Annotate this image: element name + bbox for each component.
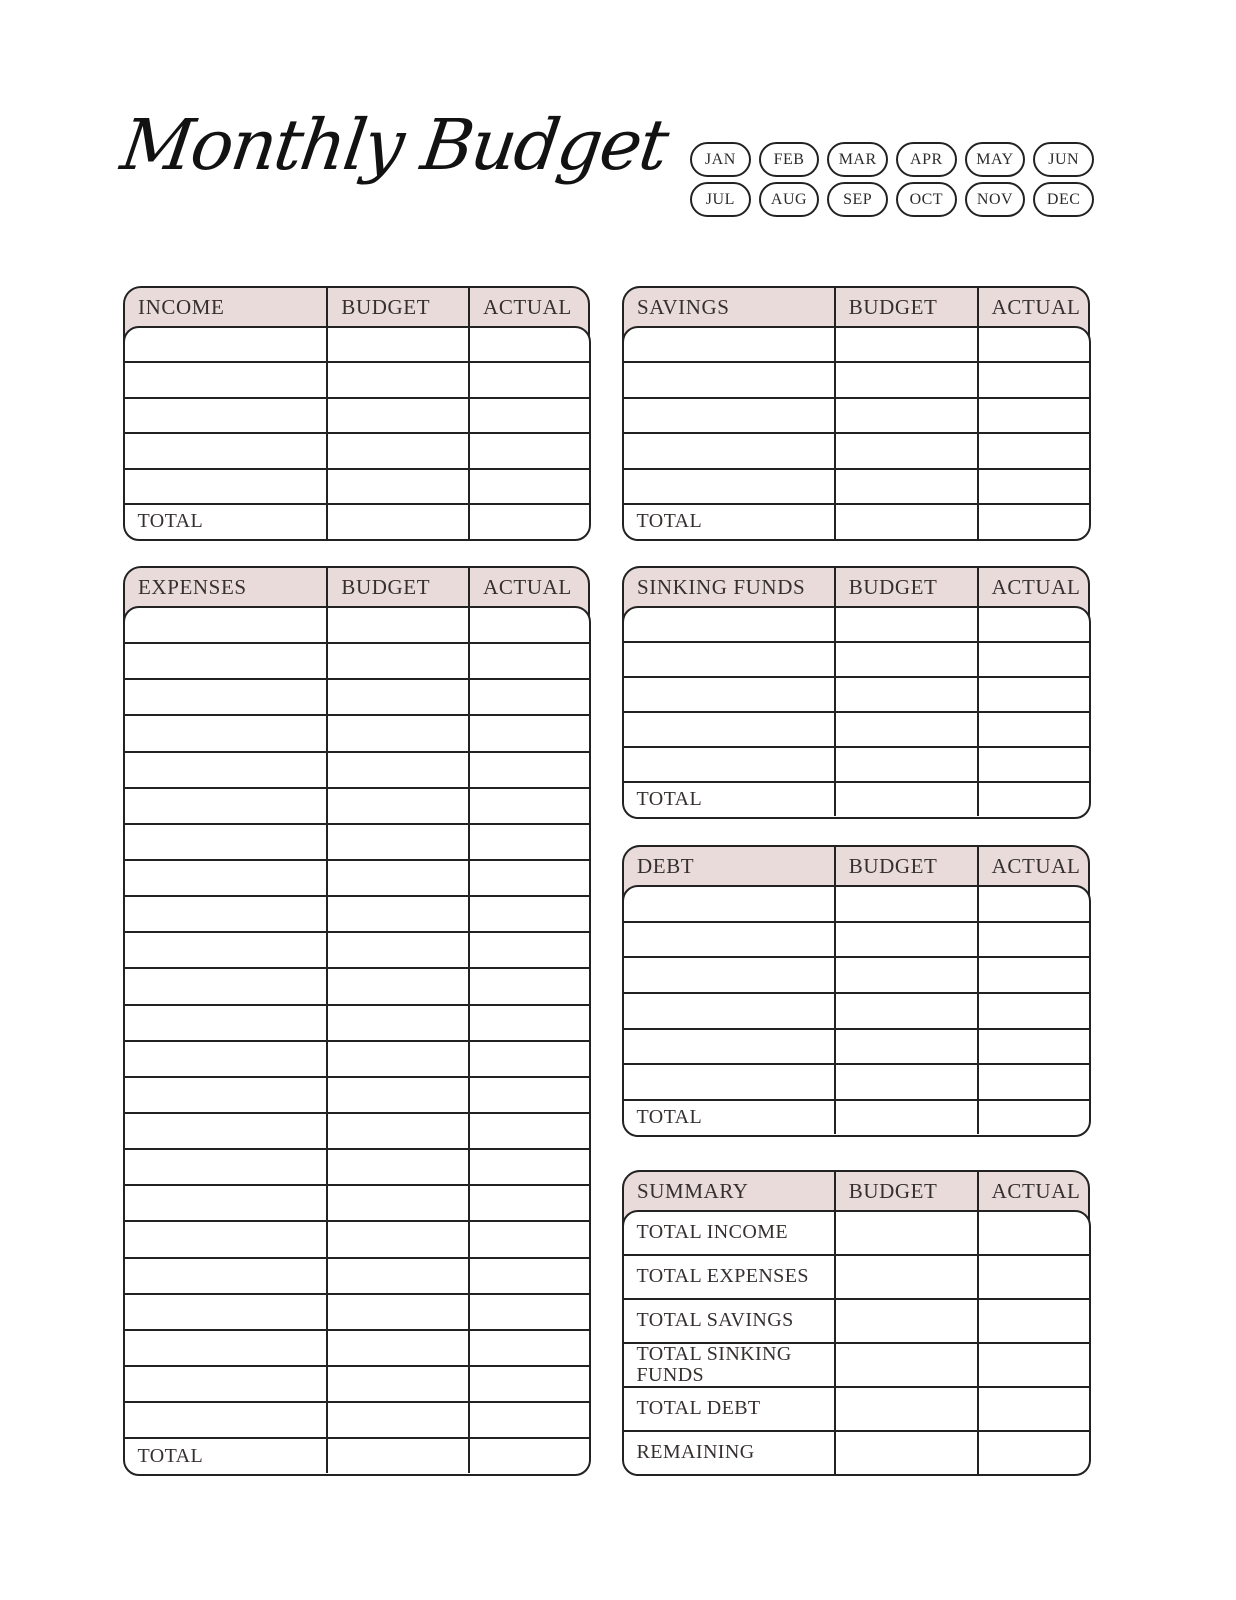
- item-name-cell[interactable]: [624, 923, 834, 957]
- budget-cell[interactable]: [326, 1295, 468, 1329]
- blank-row: [125, 1220, 589, 1256]
- budget-cell[interactable]: [326, 1403, 468, 1437]
- budget-column-header: BUDGET: [326, 288, 468, 326]
- row-label-cell: TOTAL: [636, 788, 703, 811]
- blank-row: [125, 1040, 589, 1076]
- page-title: Monthly Budget: [116, 104, 672, 186]
- actual-cell[interactable]: [468, 363, 588, 396]
- budget-cell[interactable]: [326, 328, 468, 361]
- item-name-cell[interactable]: [125, 1222, 327, 1256]
- sinking-funds-title: SINKING FUNDS: [637, 574, 806, 599]
- total-row: [624, 503, 1089, 538]
- actual-cell[interactable]: [468, 1114, 588, 1148]
- blank-row: [125, 1329, 589, 1365]
- blank-row: [624, 641, 1089, 676]
- actual-cell[interactable]: [468, 1259, 588, 1293]
- actual-cell[interactable]: [977, 923, 1089, 957]
- blank-row: [624, 921, 1089, 957]
- budget-cell[interactable]: [326, 861, 468, 895]
- summary-row: [624, 1254, 1089, 1298]
- sinking-funds-header-row: [624, 568, 1088, 606]
- actual-cell[interactable]: [468, 505, 588, 538]
- actual-cell[interactable]: [977, 678, 1089, 711]
- income-title: INCOME: [138, 294, 225, 319]
- blank-row: [624, 887, 1089, 921]
- blank-row: [125, 1293, 589, 1329]
- blank-row: [125, 361, 589, 396]
- blank-row: [624, 432, 1089, 467]
- income-header-row: [125, 288, 588, 326]
- month-pill-jun[interactable]: JUN: [1033, 142, 1094, 177]
- item-name-cell[interactable]: [125, 1006, 327, 1040]
- actual-cell[interactable]: [468, 789, 588, 823]
- actual-cell[interactable]: [468, 680, 588, 714]
- budget-cell[interactable]: [326, 1222, 468, 1256]
- budget-cell[interactable]: [326, 1259, 468, 1293]
- month-pill-aug[interactable]: AUG: [759, 182, 820, 217]
- total-row: [624, 1099, 1089, 1135]
- budget-cell[interactable]: [834, 1388, 977, 1430]
- item-name-cell[interactable]: [624, 434, 834, 467]
- item-name-cell[interactable]: [125, 1114, 327, 1148]
- blank-row: [125, 1004, 589, 1040]
- month-pill-dec[interactable]: DEC: [1033, 182, 1094, 217]
- item-name-cell[interactable]: [125, 1295, 327, 1329]
- item-name-cell[interactable]: [125, 825, 327, 859]
- actual-column-header: ACTUAL: [977, 288, 1088, 326]
- blank-row: [125, 967, 589, 1003]
- debt-title: DEBT: [637, 853, 695, 878]
- row-label-cell: TOTAL: [137, 1444, 204, 1467]
- item-name-cell[interactable]: [125, 399, 327, 432]
- budget-cell[interactable]: [326, 363, 468, 396]
- item-name-cell[interactable]: [125, 1331, 327, 1365]
- total-row: [125, 1437, 589, 1473]
- actual-cell[interactable]: [468, 328, 588, 361]
- budget-cell[interactable]: [326, 753, 468, 787]
- blank-row: [624, 956, 1089, 992]
- item-name-cell[interactable]: [624, 994, 834, 1028]
- blank-row: [125, 823, 589, 859]
- item-name-cell[interactable]: [125, 328, 327, 361]
- item-name-cell[interactable]: [125, 753, 327, 787]
- summary-row: [624, 1386, 1089, 1430]
- blank-row: [125, 1401, 589, 1437]
- actual-cell[interactable]: [977, 1101, 1089, 1135]
- blank-row: [125, 468, 589, 503]
- budget-cell[interactable]: [326, 608, 468, 642]
- item-name-cell[interactable]: [125, 969, 327, 1003]
- actual-cell[interactable]: [468, 969, 588, 1003]
- blank-row: [624, 676, 1089, 711]
- blank-row: [125, 751, 589, 787]
- savings-title: SAVINGS: [637, 294, 730, 319]
- budget-cell[interactable]: [834, 470, 977, 503]
- actual-cell[interactable]: [468, 608, 588, 642]
- blank-row: [125, 787, 589, 823]
- row-label-cell: TOTAL SAVINGS: [636, 1309, 794, 1332]
- actual-cell[interactable]: [468, 825, 588, 859]
- item-name-cell[interactable]: [125, 1150, 327, 1184]
- total-row: [125, 503, 589, 538]
- budget-cell[interactable]: [834, 1344, 977, 1386]
- budget-cell[interactable]: [834, 713, 977, 746]
- blank-row: [624, 1063, 1089, 1099]
- budget-cell[interactable]: [834, 678, 977, 711]
- actual-cell[interactable]: [468, 1150, 588, 1184]
- actual-cell[interactable]: [468, 644, 588, 678]
- actual-cell[interactable]: [977, 470, 1089, 503]
- actual-cell[interactable]: [977, 783, 1089, 816]
- item-name-cell[interactable]: [125, 1186, 327, 1220]
- summary-body: [622, 1210, 1091, 1476]
- item-name-cell[interactable]: [125, 1042, 327, 1076]
- item-name-cell[interactable]: [624, 958, 834, 992]
- blank-row: [624, 992, 1089, 1028]
- actual-cell[interactable]: [977, 399, 1089, 432]
- item-name-cell[interactable]: [125, 680, 327, 714]
- row-label-cell: REMAINING: [636, 1441, 755, 1464]
- budget-cell[interactable]: [834, 608, 977, 641]
- budget-cell[interactable]: [326, 897, 468, 931]
- total-row: [624, 781, 1089, 816]
- blank-row: [624, 1028, 1089, 1064]
- budget-column-header: BUDGET: [834, 847, 977, 885]
- blank-row: [125, 1184, 589, 1220]
- actual-cell[interactable]: [977, 643, 1089, 676]
- budget-cell[interactable]: [834, 958, 977, 992]
- summary-row: [624, 1430, 1089, 1474]
- blank-row: [125, 895, 589, 931]
- actual-cell[interactable]: [977, 887, 1089, 921]
- actual-cell[interactable]: [468, 1078, 588, 1112]
- blank-row: [125, 714, 589, 750]
- actual-cell[interactable]: [977, 713, 1089, 746]
- actual-cell[interactable]: [977, 1344, 1089, 1386]
- budget-cell[interactable]: [326, 1186, 468, 1220]
- actual-column-header: ACTUAL: [468, 568, 588, 606]
- actual-cell[interactable]: [468, 753, 588, 787]
- budget-cell[interactable]: [326, 716, 468, 750]
- income-body: [123, 326, 591, 541]
- budget-cell[interactable]: [834, 434, 977, 467]
- budget-column-header: BUDGET: [834, 288, 977, 326]
- actual-cell[interactable]: [977, 363, 1089, 396]
- budget-cell[interactable]: [834, 783, 977, 816]
- budget-cell[interactable]: [326, 399, 468, 432]
- actual-cell[interactable]: [468, 897, 588, 931]
- debt-table: [622, 845, 1090, 1136]
- item-name-cell[interactable]: [624, 678, 834, 711]
- actual-cell[interactable]: [977, 608, 1089, 641]
- actual-cell[interactable]: [468, 1331, 588, 1365]
- item-name-cell[interactable]: [125, 897, 327, 931]
- actual-cell[interactable]: [468, 1295, 588, 1329]
- actual-cell[interactable]: [468, 434, 588, 467]
- blank-row: [624, 361, 1089, 396]
- actual-cell[interactable]: [977, 1065, 1089, 1099]
- budget-cell[interactable]: [326, 1042, 468, 1076]
- summary-title: SUMMARY: [637, 1178, 749, 1203]
- item-name-cell[interactable]: [624, 363, 834, 396]
- actual-column-header: ACTUAL: [468, 288, 588, 326]
- item-name-cell[interactable]: [624, 748, 834, 781]
- item-name-cell[interactable]: [624, 470, 834, 503]
- income-table: [123, 286, 590, 540]
- budget-cell[interactable]: [326, 969, 468, 1003]
- actual-cell[interactable]: [977, 748, 1089, 781]
- actual-cell[interactable]: [977, 1300, 1089, 1342]
- expenses-body: [123, 606, 591, 1476]
- budget-cell[interactable]: [326, 434, 468, 467]
- item-name-cell[interactable]: [125, 363, 327, 396]
- budget-cell[interactable]: [326, 1367, 468, 1401]
- blank-row: [125, 931, 589, 967]
- actual-cell[interactable]: [977, 505, 1089, 538]
- budget-cell[interactable]: [326, 470, 468, 503]
- actual-cell[interactable]: [468, 399, 588, 432]
- blank-row: [624, 746, 1089, 781]
- blank-row: [125, 859, 589, 895]
- month-pill-apr[interactable]: APR: [896, 142, 957, 177]
- actual-cell[interactable]: [977, 434, 1089, 467]
- actual-cell[interactable]: [468, 470, 588, 503]
- month-pill-jan[interactable]: JAN: [690, 142, 751, 177]
- blank-row: [125, 397, 589, 432]
- budget-column-header: BUDGET: [326, 568, 468, 606]
- item-name-cell[interactable]: [624, 1030, 834, 1064]
- summary-header-row: [624, 1172, 1088, 1210]
- actual-cell[interactable]: [977, 994, 1089, 1028]
- item-name-cell[interactable]: [624, 328, 834, 361]
- actual-column-header: ACTUAL: [977, 1172, 1088, 1210]
- item-name-cell[interactable]: [125, 789, 327, 823]
- budget-cell[interactable]: [834, 1030, 977, 1064]
- actual-cell[interactable]: [468, 1367, 588, 1401]
- actual-column-header: ACTUAL: [977, 847, 1088, 885]
- row-label-cell: TOTAL: [636, 510, 703, 533]
- row-label-cell: TOTAL: [636, 1106, 703, 1129]
- item-name-cell[interactable]: [624, 1065, 834, 1099]
- actual-cell[interactable]: [977, 1030, 1089, 1064]
- actual-cell[interactable]: [977, 328, 1089, 361]
- actual-cell[interactable]: [468, 1006, 588, 1040]
- summary-row: [624, 1298, 1089, 1342]
- budget-cell[interactable]: [326, 1150, 468, 1184]
- item-name-cell[interactable]: [125, 608, 327, 642]
- budget-column-header: BUDGET: [834, 1172, 977, 1210]
- budget-cell[interactable]: [326, 1006, 468, 1040]
- budget-cell[interactable]: [326, 825, 468, 859]
- month-pill-oct[interactable]: OCT: [896, 182, 957, 217]
- item-name-cell[interactable]: [125, 434, 327, 467]
- budget-cell[interactable]: [834, 994, 977, 1028]
- budget-cell[interactable]: [834, 1212, 977, 1254]
- item-name-cell[interactable]: [624, 643, 834, 676]
- blank-row: [125, 328, 589, 361]
- item-name-cell[interactable]: [125, 716, 327, 750]
- item-name-cell[interactable]: [125, 1078, 327, 1112]
- month-pill-jul[interactable]: JUL: [690, 182, 751, 217]
- row-label-cell: TOTAL DEBT: [636, 1397, 761, 1420]
- item-name-cell[interactable]: [125, 1403, 327, 1437]
- row-label-cell: TOTAL INCOME: [636, 1221, 789, 1244]
- budget-cell[interactable]: [834, 923, 977, 957]
- savings-table: [622, 286, 1090, 540]
- actual-cell[interactable]: [468, 1439, 588, 1473]
- month-pill-nov[interactable]: NOV: [965, 182, 1026, 217]
- actual-cell[interactable]: [468, 1042, 588, 1076]
- blank-row: [125, 1148, 589, 1184]
- actual-cell[interactable]: [977, 1432, 1089, 1474]
- row-label-cell: TOTAL SINKING FUNDS: [636, 1343, 792, 1386]
- month-selector: [690, 142, 1094, 217]
- actual-cell[interactable]: [977, 958, 1089, 992]
- budget-cell[interactable]: [326, 789, 468, 823]
- budget-cell[interactable]: [834, 1101, 977, 1135]
- savings-header-row: [624, 288, 1088, 326]
- month-pill-mar[interactable]: MAR: [827, 142, 888, 177]
- actual-cell[interactable]: [468, 861, 588, 895]
- debt-body: [622, 885, 1091, 1137]
- blank-row: [125, 678, 589, 714]
- actual-cell[interactable]: [977, 1212, 1089, 1254]
- budget-cell[interactable]: [326, 680, 468, 714]
- actual-cell[interactable]: [468, 716, 588, 750]
- budget-cell[interactable]: [834, 328, 977, 361]
- actual-cell[interactable]: [977, 1388, 1089, 1430]
- budget-cell[interactable]: [834, 505, 977, 538]
- budget-cell[interactable]: [834, 1300, 977, 1342]
- sinking-funds-table: [622, 566, 1090, 818]
- blank-row: [624, 468, 1089, 503]
- budget-cell[interactable]: [326, 1114, 468, 1148]
- expenses-header-row: [125, 568, 588, 606]
- actual-cell[interactable]: [468, 1186, 588, 1220]
- budget-cell[interactable]: [326, 1331, 468, 1365]
- summary-row: [624, 1212, 1089, 1254]
- actual-cell[interactable]: [468, 1403, 588, 1437]
- expenses-title: EXPENSES: [138, 574, 247, 599]
- item-name-cell[interactable]: [624, 713, 834, 746]
- month-pill-sep[interactable]: SEP: [827, 182, 888, 217]
- blank-row: [125, 608, 589, 642]
- actual-column-header: ACTUAL: [977, 568, 1088, 606]
- row-label-cell: TOTAL: [137, 510, 204, 533]
- item-name-cell[interactable]: [125, 1259, 327, 1293]
- month-pill-may[interactable]: MAY: [965, 142, 1026, 177]
- budget-cell[interactable]: [326, 1439, 468, 1473]
- row-label-cell: TOTAL EXPENSES: [636, 1265, 809, 1288]
- item-name-cell[interactable]: [624, 399, 834, 432]
- budget-cell[interactable]: [834, 399, 977, 432]
- budget-cell[interactable]: [326, 1078, 468, 1112]
- blank-row: [624, 328, 1089, 361]
- blank-row: [624, 397, 1089, 432]
- budget-cell[interactable]: [834, 363, 977, 396]
- actual-cell[interactable]: [468, 933, 588, 967]
- budget-cell[interactable]: [326, 644, 468, 678]
- budget-cell[interactable]: [834, 1065, 977, 1099]
- blank-row: [125, 1257, 589, 1293]
- blank-row: [125, 1076, 589, 1112]
- budget-cell[interactable]: [834, 1432, 977, 1474]
- blank-row: [624, 608, 1089, 641]
- item-name-cell[interactable]: [125, 644, 327, 678]
- budget-cell[interactable]: [326, 505, 468, 538]
- blank-row: [125, 432, 589, 467]
- actual-cell[interactable]: [468, 1222, 588, 1256]
- blank-row: [624, 711, 1089, 746]
- item-name-cell[interactable]: [125, 861, 327, 895]
- actual-cell[interactable]: [977, 1256, 1089, 1298]
- item-name-cell[interactable]: [125, 1367, 327, 1401]
- item-name-cell[interactable]: [125, 470, 327, 503]
- summary-row: [624, 1342, 1089, 1386]
- budget-column-header: BUDGET: [834, 568, 977, 606]
- debt-header-row: [624, 847, 1088, 885]
- blank-row: [125, 1365, 589, 1401]
- item-name-cell[interactable]: [624, 608, 834, 641]
- item-name-cell[interactable]: [125, 933, 327, 967]
- sinking-funds-body: [622, 606, 1091, 819]
- budget-cell[interactable]: [834, 643, 977, 676]
- budget-cell[interactable]: [834, 887, 977, 921]
- expenses-table: [123, 566, 590, 1475]
- budget-cell[interactable]: [326, 933, 468, 967]
- budget-cell[interactable]: [834, 1256, 977, 1298]
- month-pill-feb[interactable]: FEB: [759, 142, 820, 177]
- item-name-cell[interactable]: [624, 887, 834, 921]
- budget-cell[interactable]: [834, 748, 977, 781]
- blank-row: [125, 642, 589, 678]
- blank-row: [125, 1112, 589, 1148]
- summary-table: [622, 1170, 1090, 1475]
- savings-body: [622, 326, 1091, 541]
